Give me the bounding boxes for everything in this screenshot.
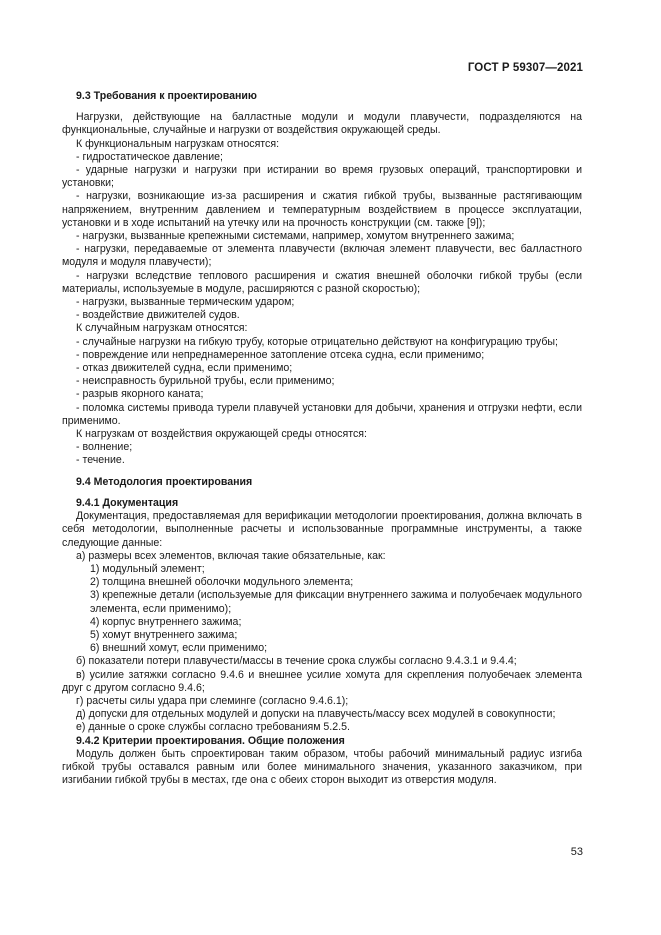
list-item: - отказ движителей судна, если применимо; xyxy=(76,362,293,375)
section-heading-9-3: 9.3 Требования к проектированию xyxy=(76,90,257,102)
list-item: - повреждение или непреднамеренное затопление отсека судна, если применимо; xyxy=(76,348,485,361)
list-item: е) данные о сроке службы согласно требованиям 5.2.5. xyxy=(76,721,350,734)
paragraph: К нагрузкам от воздействия окружающей среды относятся: xyxy=(76,428,367,441)
list-item: - нагрузки, вызванные крепежными системами, например, хомутом внутреннего зажима; xyxy=(76,230,515,243)
list-item: - нагрузки, передаваемые от элемента плавучести (включая элемент плавучести, вес балластного модуля и модуля плавучести); xyxy=(62,243,582,269)
subsection-heading-9-4-1: 9.4.1 Документация xyxy=(76,496,179,509)
paragraph: Документация, предоставляемая для верификации методологии проектирования, должна включать в себя методологии, выполненные расчеты и использованные программные инструменты, а также следующие данные: xyxy=(62,510,582,549)
paragraph: Модуль должен быть спроектирован таким образом, чтобы рабочий минимальный радиус изгиба гибкой трубы оставался равным или более минимального значения, указанного заказчиком, при изгибании гибкой трубы в местах, где она с обеих сторон выходит из отверстия модуля. xyxy=(62,747,582,787)
paragraph: Нагрузки, действующие на балластные модули и модули плавучести, подразделяются на функциональные, случайные и нагрузки от воздействия окружающей среды. xyxy=(62,111,582,137)
list-item: - разрыв якорного каната; xyxy=(76,388,204,401)
list-item: - нагрузки, вызванные термическим ударом; xyxy=(76,296,295,309)
list-item: - гидростатическое давление; xyxy=(76,150,223,163)
list-item: - неисправность бурильной трубы, если применимо; xyxy=(76,375,335,388)
sub-list-item: 1) модульный элемент; xyxy=(90,562,205,575)
document-body xyxy=(62,90,582,787)
sub-list-item: 2) толщина внешней оболочки модульного элемента; xyxy=(90,576,354,589)
list-item: б) показатели потери плавучести/массы в течение срока службы согласно 9.4.3.1 и 9.4.4; xyxy=(76,655,517,668)
paragraph: К случайным нагрузкам относятся: xyxy=(76,322,248,335)
sub-list-item: 3) крепежные детали (используемые для фиксации внутреннего зажима и полуобечаек модульного элемента, если применимо); xyxy=(90,589,582,615)
list-item: - поломка системы привода турели плавучей установки для добычи, хранения и отгрузки нефти, если применимо. xyxy=(62,401,582,427)
standard-header: ГОСТ Р 59307—2021 xyxy=(467,62,583,74)
list-item: а) размеры всех элементов, включая такие обязательные, как: xyxy=(76,549,386,562)
list-item: - случайные нагрузки на гибкую трубу, которые отрицательно действуют на конфигурацию трубы; xyxy=(76,335,558,348)
list-item: д) допуски для отдельных модулей и допуски на плавучесть/массу всех модулей в совокупности; xyxy=(76,708,556,721)
list-item: - течение. xyxy=(76,454,125,467)
sub-list-item: 6) внешний хомут, если применимо; xyxy=(90,642,268,655)
list-item: - нагрузки вследствие теплового расширения и сжатия внешней оболочки гибкой трубы (если материалы, используемые в модуле, расширяются с разной скоростью); xyxy=(62,269,582,295)
sub-list-item: 5) хомут внутреннего зажима; xyxy=(90,628,238,641)
list-item: - воздействие движителей судов. xyxy=(76,309,240,322)
page-number: 53 xyxy=(570,846,583,858)
sub-list-item: 4) корпус внутреннего зажима; xyxy=(90,615,242,628)
list-item: г) расчеты силы удара при слеминге (согласно 9.4.6.1); xyxy=(76,694,349,707)
list-item: - ударные нагрузки и нагрузки при истирании во время грузовых операций, транспортировки и установки; xyxy=(62,164,582,190)
list-item: - волнение; xyxy=(76,441,133,454)
subsection-heading-9-4-2: 9.4.2 Критерии проектирования. Общие положения xyxy=(76,734,345,747)
list-item: в) усилие затяжки согласно 9.4.6 и внешнее усилие хомута для скрепления полуобечаек элемента друг с другом согласно 9.4.6; xyxy=(62,668,582,694)
paragraph: К функциональным нагрузкам относятся: xyxy=(76,137,280,150)
section-heading-9-4: 9.4 Методология проектирования xyxy=(76,475,253,488)
list-item: - нагрузки, возникающие из-за расширения и сжатия гибкой трубы, вызванные растягивающим напряжением, внутренним давлением и температурным воздействием в процессе эксплуатации, установки и в ходе испытаний на утечку или на прочность конструкции (см. также [9]); xyxy=(62,190,582,229)
